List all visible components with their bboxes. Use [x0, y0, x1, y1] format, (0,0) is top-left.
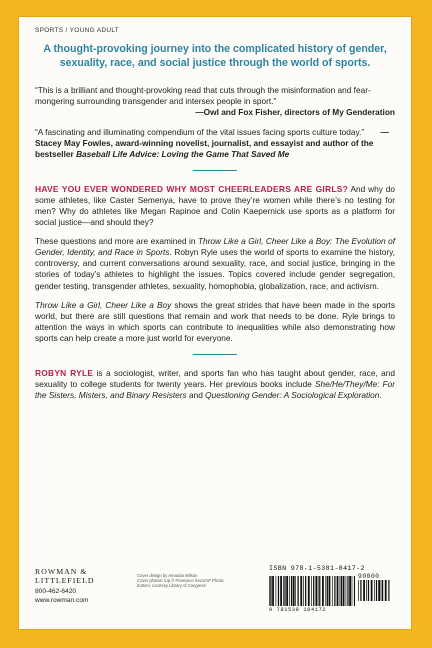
barcode-bar [270, 576, 271, 606]
barcode-bar [385, 580, 387, 601]
author-bio-mid: and [186, 390, 206, 401]
blurb-1 [35, 85, 395, 118]
footer [35, 565, 395, 621]
credit-line-3: bottom, courtesy Library of Congress [137, 583, 206, 589]
barcode-bar [325, 576, 326, 606]
barcode-bar [378, 580, 380, 601]
author-bio-start: is a sociologist, writer, and sports fan who has taught about gender, race, and sexuality to college students for twenty years. Her previous books include [35, 368, 395, 390]
barcode-bar [343, 576, 345, 606]
category-label: SPORTS / YOUNG ADULT [35, 27, 120, 34]
barcode-bar [347, 576, 348, 606]
barcode-bar [374, 580, 375, 601]
barcode-bar [358, 580, 359, 601]
publisher-logo [35, 567, 105, 585]
barcode-bar [360, 580, 361, 601]
divider-bottom [193, 354, 237, 355]
barcode-bar [295, 576, 296, 606]
barcode-bar [332, 576, 333, 606]
publisher-logo-line-1: ROWMAN & [35, 567, 88, 576]
back-cover [18, 16, 412, 630]
publisher-contact [35, 588, 105, 606]
publisher-logo-line-2: LITTLEFIELD [35, 576, 95, 585]
publisher-website: www.rowman.com [35, 596, 89, 604]
price-barcode-icon [358, 580, 390, 601]
barcode-bar [329, 576, 331, 606]
summary-paragraph [35, 300, 395, 344]
blurb-2-book-title: Baseball Life Advice: Loving the Game That Saved Me [76, 148, 290, 159]
author-book-2: Questioning Gender: A Sociological Exploration [205, 390, 380, 401]
barcode-bar [381, 580, 382, 601]
barcode-bar [269, 576, 270, 606]
barcode-bar [311, 576, 312, 606]
book-full-title: Throw Like a Girl, Cheer Like a Boy: The Evolution of Gender, Identity, and Race in Sports [35, 236, 396, 258]
barcode-bar [363, 580, 365, 601]
barcode-bar [352, 576, 353, 606]
barcode-bar [308, 576, 310, 606]
intro-paragraph [35, 184, 395, 228]
author-book-1: She/He/They/Me: For the Sisters, Misters, and Binary Resisters [35, 379, 396, 401]
barcode-bar [346, 576, 347, 606]
publisher-phone: 800-462-6420 [35, 588, 77, 595]
barcode-bar [390, 580, 391, 601]
barcode-bar [322, 576, 324, 606]
barcode-bar [300, 576, 302, 606]
barcode-bar [366, 580, 367, 601]
barcode-bar [293, 576, 295, 606]
barcode-bar [376, 580, 377, 601]
barcode-bar [318, 576, 319, 606]
barcode-bar [286, 576, 288, 606]
description-rest: . Robyn Ryle uses the world of sports to examine the history, controversy, and current conversations around sexuality, race, and social justice, bringing in the stories of today’s athletes to highlight the issues. Topics covered include gender segregation, gender testing, transgender athletes, sexuality, homophobia, globalization, race, and activism. [35, 247, 395, 291]
barcode-bar [276, 576, 277, 606]
barcode-digits: 9 781538 184172 [269, 607, 327, 613]
barcode-bar [382, 580, 383, 601]
barcode-bar [305, 576, 306, 606]
blurb-2 [35, 127, 395, 160]
barcode-bar [283, 576, 284, 606]
blurb-1-quote: “This is a brilliant and thought-provoking read that cuts through the misinformation and fear-mongering surrounding transgender and intersex people in sport.” [35, 84, 371, 106]
price-code: 90000 [358, 573, 380, 580]
barcode-bar [371, 580, 373, 601]
headline: HAVE YOU EVER WONDERED WHY MOST CHEERLEADERS ARE GIRLS? [35, 183, 348, 194]
book-short-title: Throw Like a Girl, Cheer Like a Boy [35, 299, 172, 310]
blurb-2-quote: “A fascinating and illuminating compendium of the vital issues facing sports culture today.” [35, 126, 365, 137]
barcode-bar [278, 576, 279, 606]
barcode-bar [289, 576, 290, 606]
isbn-text: ISBN 978-1-5381-8417-2 [269, 565, 365, 572]
barcode-bar [388, 580, 389, 601]
cover-credits [137, 573, 247, 589]
barcode-bar [340, 576, 341, 606]
barcode-bar [368, 580, 369, 601]
blurb-2-attribution-text: —Stacey May Fowles, award-winning novelist, journalist, and essayist and author of the bestseller [35, 126, 389, 159]
barcode-icon [269, 576, 355, 606]
barcode-bar [284, 576, 285, 606]
barcode-row [269, 573, 395, 606]
barcode-bar [291, 576, 292, 606]
intro-text: And why do some athletes, like Caster Semenya, have to prove they’re women while there’s no testing for men? Why do athletes like Megan Rapinoe and Colin Kaepernick use sports as a platform for social justice—and should they? [35, 183, 396, 228]
barcode-bar [280, 576, 282, 606]
barcode-bar [327, 576, 328, 606]
barcode-bar [337, 576, 339, 606]
author-bio [35, 368, 395, 401]
barcode-block [269, 565, 395, 613]
tagline: A thought-provoking journey into the complicated history of gender, sexuality, race, and social justice through the world of sports. [43, 43, 387, 70]
barcode-bar [341, 576, 342, 606]
description-paragraph [35, 236, 395, 291]
summary-rest: shows the great strides that have been made in the sports world, but there are still questions that remain and work that needs to be done. Ryle brings to attention the ways in which sports can contribute to inequalities while also demonstrating how sports can help create a more just world for everyone. [35, 299, 395, 343]
barcode-bar [334, 576, 335, 606]
barcode-bar [298, 576, 299, 606]
barcode-bar [313, 576, 314, 606]
barcode-bar [319, 576, 320, 606]
blurb-1-attribution: —Owl and Fox Fisher, directors of My Genderation [195, 106, 395, 117]
barcode-bar [272, 576, 274, 606]
publisher-block [35, 567, 105, 606]
barcode-bar [303, 576, 304, 606]
barcode-bar [354, 576, 355, 606]
barcode-bar [349, 576, 351, 606]
credit-line-1: Cover design by Amanda Wilson [137, 573, 198, 578]
price-barcode-group [358, 573, 390, 606]
author-name: ROBYN RYLE [35, 368, 94, 379]
credit-line-2: Cover photos: top © Francisco Seco/AP Photo; [137, 578, 225, 584]
description-start: These questions and more are examined in [35, 236, 196, 247]
barcode-bar [315, 576, 317, 606]
divider-top [193, 170, 237, 171]
author-bio-end: . [379, 390, 382, 401]
